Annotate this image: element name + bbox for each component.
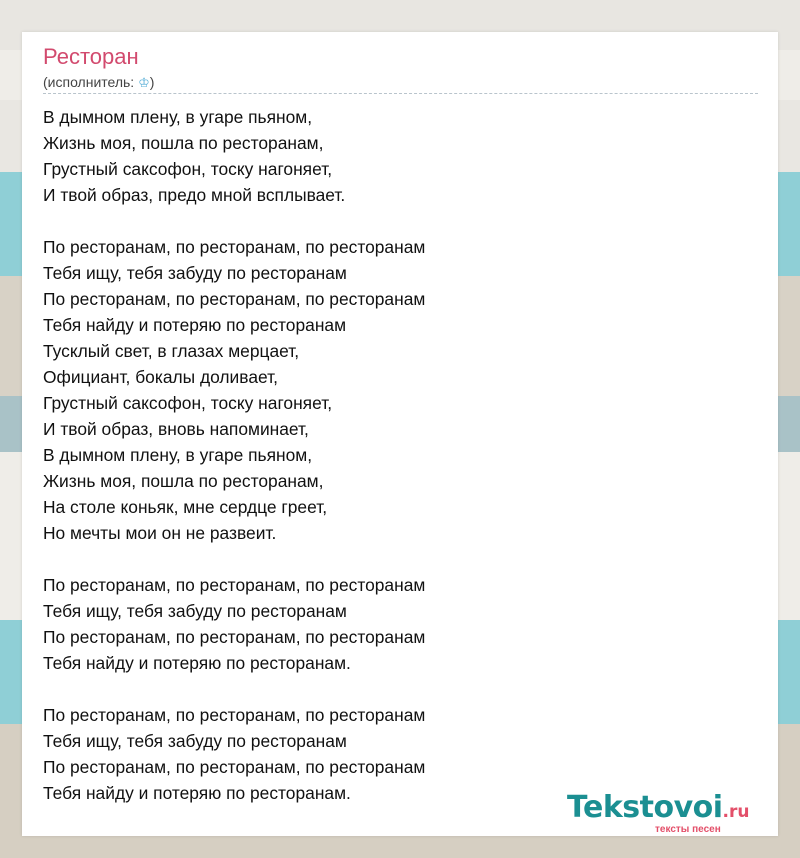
lyric-line: Жизнь моя, пошла по ресторанам, <box>43 471 324 491</box>
performer-prefix: (исполнитель: <box>43 74 139 90</box>
crown-icon[interactable]: ♔ <box>138 75 150 90</box>
lyric-line: По ресторанам, по ресторанам, по ресторанам <box>43 289 426 309</box>
lyrics-card <box>22 32 778 836</box>
song-title: Ресторан <box>43 44 139 69</box>
stanza-gap <box>43 546 743 572</box>
logo-tagline: тексты песен <box>655 824 721 835</box>
lyric-line: Тебя найду и потеряю по ресторанам. <box>43 783 351 803</box>
lyric-line: По ресторанам, по ресторанам, по ресторанам <box>43 757 426 777</box>
title-divider <box>43 93 758 94</box>
lyric-line: Грустный саксофон, тоску нагоняет, <box>43 393 333 413</box>
lyric-line: Тебя ищу, тебя забуду по ресторанам <box>43 263 347 283</box>
lyric-line: Официант, бокалы доливает, <box>43 367 278 387</box>
lyric-line: И твой образ, вновь напоминает, <box>43 419 309 439</box>
lyric-line: Но мечты мои он не развеит. <box>43 523 277 543</box>
lyric-line: В дымном плену, в угаре пьяном, <box>43 445 313 465</box>
lyric-line: На столе коньяк, мне сердце греет, <box>43 497 328 517</box>
logo-brand-name: Tekstovoi <box>567 790 723 825</box>
lyric-line: Тебя ищу, тебя забуду по ресторанам <box>43 731 347 751</box>
lyric-line: Тебя найду и потеряю по ресторанам <box>43 315 347 335</box>
stanza-gap <box>43 676 743 702</box>
lyric-line: В дымном плену, в угаре пьяном, <box>43 107 313 127</box>
site-logo[interactable] <box>567 790 777 836</box>
lyric-line: Тусклый свет, в глазах мерцает, <box>43 341 300 361</box>
lyric-line: Грустный саксофон, тоску нагоняет, <box>43 159 333 179</box>
performer-line <box>43 73 154 92</box>
lyric-line: По ресторанам, по ресторанам, по ресторанам <box>43 705 426 725</box>
stanza-gap <box>43 208 743 234</box>
logo-tld: .ru <box>722 802 750 822</box>
lyric-line: По ресторанам, по ресторанам, по ресторанам <box>43 237 426 257</box>
lyrics-text <box>43 104 743 806</box>
lyric-line: И твой образ, предо мной всплывает. <box>43 185 346 205</box>
lyric-line: Тебя найду и потеряю по ресторанам. <box>43 653 351 673</box>
lyric-line: По ресторанам, по ресторанам, по ресторанам <box>43 575 426 595</box>
lyric-line: Тебя ищу, тебя забуду по ресторанам <box>43 601 347 621</box>
lyric-line: По ресторанам, по ресторанам, по ресторанам <box>43 627 426 647</box>
lyric-line: Жизнь моя, пошла по ресторанам, <box>43 133 324 153</box>
performer-suffix: ) <box>149 74 155 90</box>
